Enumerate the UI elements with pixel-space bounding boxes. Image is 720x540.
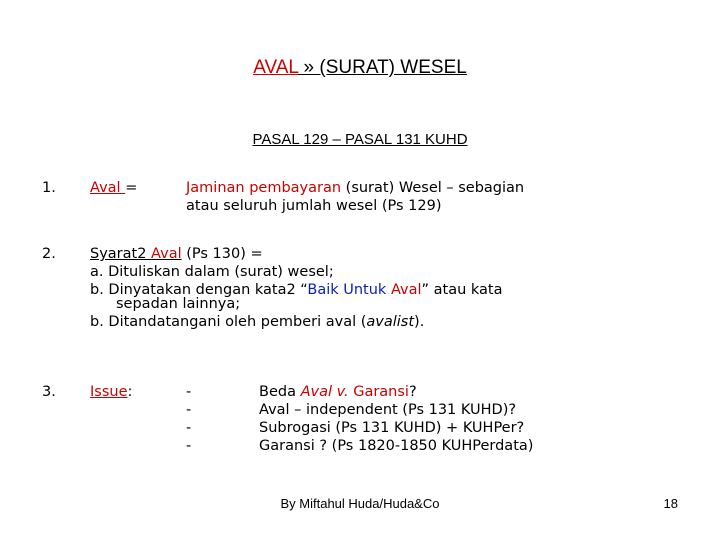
item2-head: Syarat2 Aval [90, 246, 182, 262]
item3-line4: Garansi ? (Ps 1820-1850 KUHPerdata) [259, 438, 534, 454]
footer-credit: By Miftahul Huda/Huda&Co [280, 496, 440, 511]
item2-number: 2. [42, 246, 56, 262]
item1-number: 1. [42, 180, 56, 196]
item3-list [259, 383, 533, 455]
item1-eq: = [125, 180, 138, 196]
item2-body: Syarat2 Aval (Ps 130) = a. Dituliskan dalam (surat) wesel; b. Dinyatakan dengan kata2 “Baik Untuk Aval” atau kata sepadan lainnya; b. Ditandatangani oleh pemberi aval (avalist). [90, 246, 503, 330]
item1-aval: Aval [90, 180, 126, 196]
item3-number: 3. [42, 384, 56, 400]
page-number: 18 [663, 496, 678, 511]
item2-c: b. Ditandatangani oleh pemberi aval (avalist). [90, 314, 425, 330]
slide-title [0, 56, 720, 80]
item2-b: b. Dinyatakan dengan kata2 “Baik Untuk Aval” atau kata [90, 282, 503, 298]
item3-line2: Aval – independent (Ps 131 KUHD)? [259, 402, 517, 418]
item1-definition [186, 179, 524, 215]
item3-line1: Beda Aval v. Garansi? [259, 384, 417, 400]
slide-subtitle: PASAL 129 – PASAL 131 KUHD [252, 131, 468, 148]
item1-def-rest: (surat) Wesel – sebagian [341, 180, 525, 196]
item2-a: a. Dituliskan dalam (surat) wesel; [90, 264, 334, 280]
item3-dashes: - - - - [186, 384, 192, 454]
item1-label [90, 179, 137, 197]
item3-label: Issue: [90, 384, 133, 400]
item1-def-red: Jaminan pembayaran [186, 180, 342, 196]
item1-def-line2: atau seluruh jumlah wesel (Ps 129) [186, 198, 442, 214]
title-rest: » (SURAT) WESEL [298, 57, 467, 78]
item3-line3: Subrogasi (Ps 131 KUHD) + KUHPer? [259, 420, 525, 436]
item2-b-cont: sepadan lainnya; [116, 296, 241, 312]
title-aval: AVAL [253, 57, 299, 78]
